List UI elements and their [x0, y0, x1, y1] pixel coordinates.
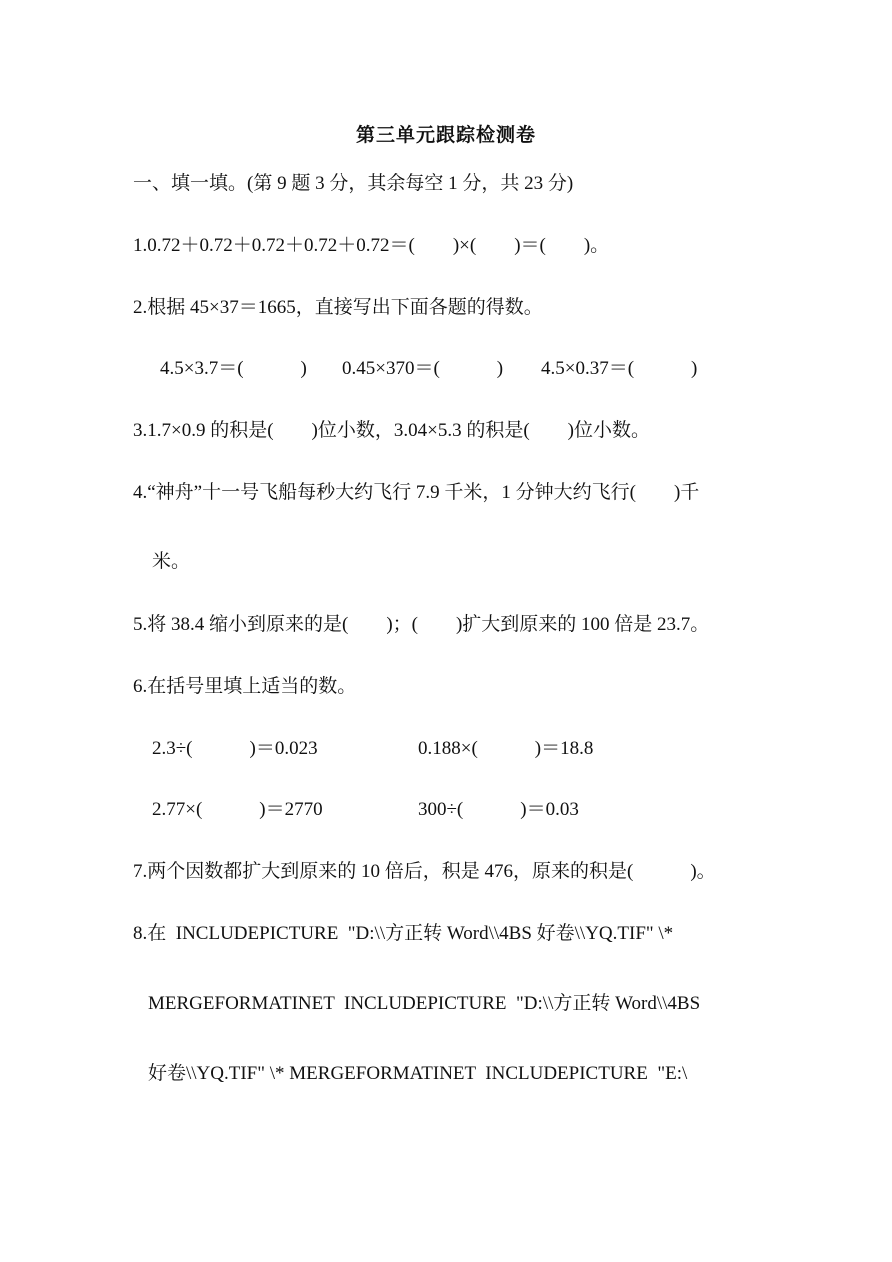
question-5: 5.将 38.4 缩小到原来的是( )；( )扩大到原来的 100 倍是 23.7。	[133, 614, 710, 635]
question-6-item-2: 0.188×( )＝18.8	[418, 738, 594, 759]
question-7: 7.两个因数都扩大到原来的 10 倍后，积是 476，原来的积是( )。	[133, 861, 716, 882]
question-6-item-4: 300÷( )＝0.03	[418, 799, 579, 820]
question-8-line-1: 8.在 INCLUDEPICTURE "D:\\方正转 Word\\4BS 好卷\\YQ.TIF" \*	[133, 923, 674, 944]
question-4-line-1: 4.“神舟”十一号飞船每秒大约飞行 7.9 千米，1 分钟大约飞行( )千	[133, 482, 700, 503]
question-4-line-2: 米。	[152, 551, 191, 572]
question-3: 3.1.7×0.9 的积是( )位小数，3.04×5.3 的积是( )位小数。	[133, 420, 650, 441]
section-heading: 一、填一填。(第 9 题 3 分，其余每空 1 分，共 23 分)	[133, 173, 574, 194]
question-8-line-2: MERGEFORMATINET INCLUDEPICTURE "D:\\方正转 Word\\4BS	[148, 993, 701, 1014]
question-2-item-2: 0.45×370＝( )	[342, 358, 504, 379]
question-6-item-1: 2.3÷( )＝0.023	[152, 738, 318, 759]
question-2-item-3: 4.5×0.37＝( )	[541, 358, 698, 379]
question-6-item-3: 2.77×( )＝2770	[152, 799, 323, 820]
question-2-item-1: 4.5×3.7＝( )	[160, 358, 307, 379]
page-title: 第三单元跟踪检测卷	[355, 125, 536, 146]
question-8-line-3: 好卷\\YQ.TIF" \* MERGEFORMATINET INCLUDEPICTURE "E:\	[148, 1063, 688, 1084]
question-6: 6.在括号里填上适当的数。	[133, 676, 357, 697]
question-1: 1.0.72＋0.72＋0.72＋0.72＋0.72＝( )×( )＝( )。	[133, 235, 610, 256]
question-2: 2.根据 45×37＝1665，直接写出下面各题的得数。	[133, 297, 543, 318]
